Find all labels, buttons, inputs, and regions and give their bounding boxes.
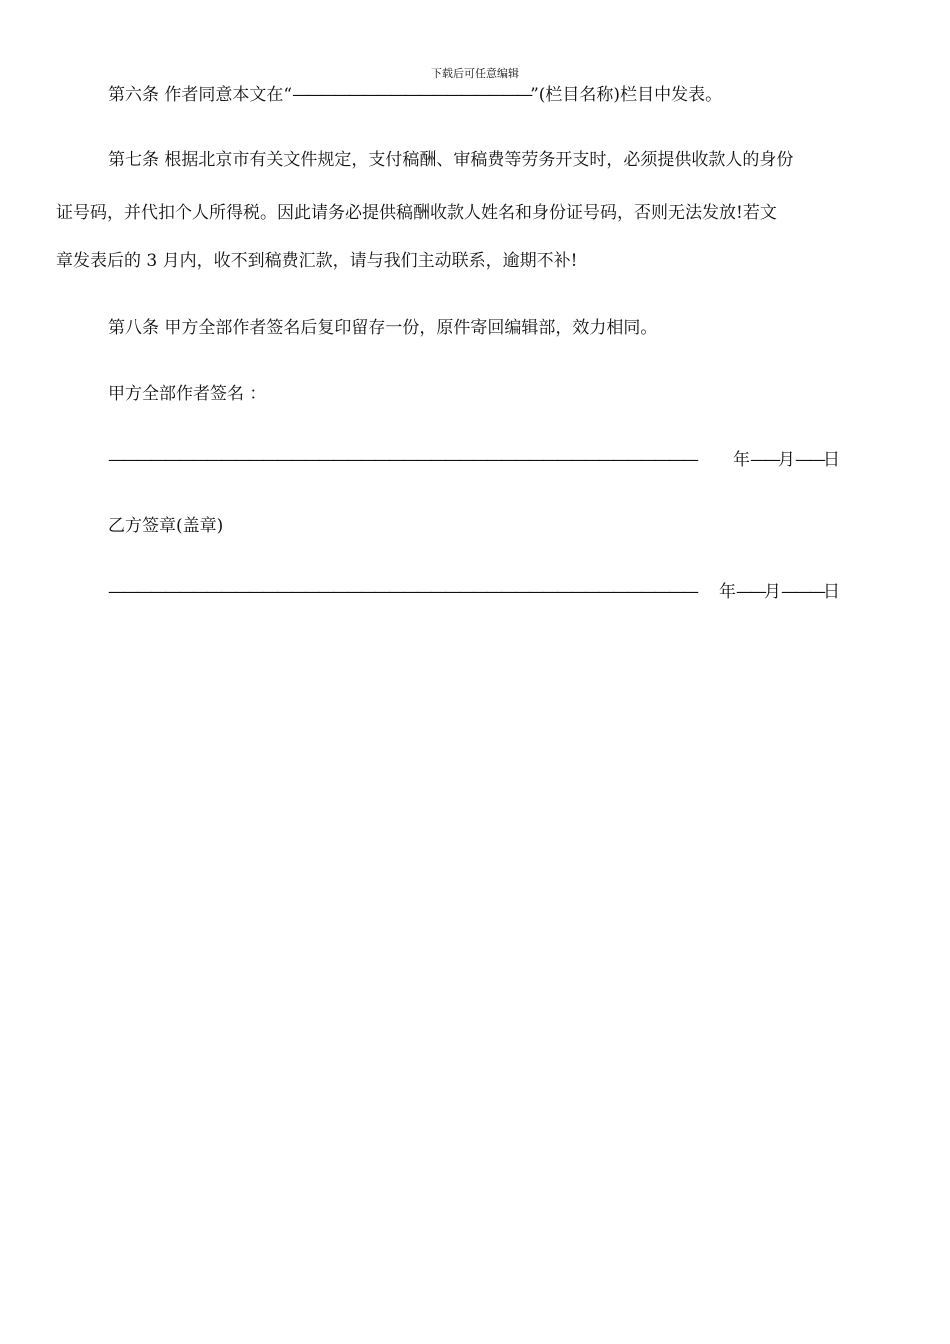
party-a-year-label: 年 [733,450,750,470]
article-6-suffix: ”(栏目名称)栏目中发表。 [530,85,723,105]
column-name-blank: ————————————————— [292,85,531,105]
article-6-prefix: 第六条 作者同意本文在“ [108,85,293,105]
article-8: 第八条 甲方全部作者签名后复印留存一份，原件寄回编辑部，效力相同。 [108,318,658,338]
party-b-seal-label: 乙方签章(盖章) [108,516,224,536]
header-note: 下载后可任意编辑 [431,67,519,80]
party-a-month-blank: —— [750,450,778,470]
party-b-month-blank: —— [736,582,764,602]
article-7-line-2: 证号码，并代扣个人所得税。因此请务必提供稿酬收款人姓名和身份证号码，否则无法发放!若文 [56,203,777,223]
party-b-month-label: 月 [764,582,781,602]
party-b-day-blank: ——— [781,582,823,602]
article-7-line-3: 章发表后的 3 月内，收不到稿费汇款，请与我们主动联系，逾期不补! [56,251,578,271]
article-6 [108,84,882,106]
party-a-signature-line [108,449,840,471]
party-a-signature-blank: —————————————————————————————————————————— [108,450,696,470]
party-b-signature-line [108,581,840,603]
party-b-year-label: 年 [719,582,736,602]
party-b-signature-blank: —————————————————————————————————————————— [108,582,696,602]
article-7-line-1: 第七条 根据北京市有关文件规定，支付稿酬、审稿费等劳务开支时，必须提供收款人的身份 [108,150,794,170]
party-b-day-label: 日 [823,582,840,602]
party-a-day-label: 日 [823,450,840,470]
party-a-month-label: 月 [778,450,795,470]
party-a-day-blank: —— [795,450,823,470]
party-a-signature-label: 甲方全部作者签名 ： [108,384,267,404]
